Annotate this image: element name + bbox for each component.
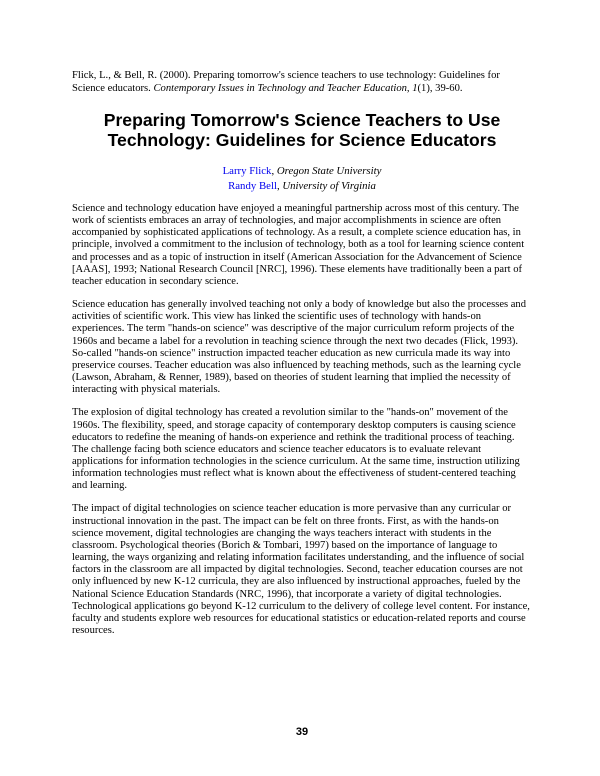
paragraph: Science and technology education have enjoyed a meaningful partnership across most of this century. The work of scientists embraces an array of technologies, and major accomplishments in science are often accompanied by sophisticated applications of technology. As a result, a complete science education has, in principle, involved a commitment to the inclusion of technology, both as a tool for learning science content and processes and as a topic of instruction in itself (American Association for the Advancement of Science [AAAS], 1993; National Research Council [NRC], 1996). These elements have traditionally been a part of teacher education in secondary science. <box>72 203 525 287</box>
citation-text: Flick, L., & Bell, R. (2000). Preparing tomorrow's science teachers to use technology: Guidelines for Science educators. <box>72 70 500 95</box>
author-affiliation: Oregon State University <box>276 165 382 177</box>
paragraph: Science education has generally involved teaching not only a body of knowledge but also the processes and activities of scientific work. This view has linked the scientific uses of technology with hands-on experiences. The term "hands-on science" was descriptive of the major curriculum reform projects of the 1960s and became a label for a revolution in teaching science through the next two decades (Flick, 1993). So-called "hands-on science" instruction impacted teacher education as new curricula made its way into preservice courses. Teacher education was also influenced by teaching methods, such as the learning cycle (Lawson, Abraham, & Renner, 1989), based on theories of student learning that implied the necessity of interacting with physical materials. <box>72 299 526 396</box>
body-text <box>72 203 532 648</box>
citation <box>72 69 532 95</box>
paragraph: The impact of digital technologies on science teacher education is more pervasive than any curricular or instructional innovation in the past. The impact can be felt on three fronts. First, as with the hands-on science movement, digital technologies are changing the ways teachers interact with students in the classroom. Psychological theories (Borich & Tombari, 1997) based on the importance of language to learning, the ways organizing and relating information facilitates understanding, and the influence of social factors in the classroom are all impacted by digital technologies. Second, teacher education courses are not only influenced by new K-12 curricula, they are also influenced by instructional approaches, fueled by the National Science Education Standards (NRC, 1996), that incorporate a variety of digital technologies. Technological applications go beyond K-12 curriculum to the delivery of college level content. For instance, faculty and students explore web resources for educational statistics or education-related reports and course resources. <box>72 503 530 636</box>
author-line: Randy Bell, University of Virginia <box>228 179 376 192</box>
paper-title: Preparing Tomorrow's Science Teachers to Use Technology: Guidelines for Science Educators <box>103 110 501 150</box>
page-number: 39 <box>295 726 309 738</box>
author-affiliation: University of Virginia <box>282 179 376 192</box>
citation-journal: Contemporary Issues in Technology and Teacher Education, 1 <box>153 83 418 95</box>
author-link[interactable]: Randy Bell <box>228 179 277 192</box>
author-list <box>72 164 532 193</box>
paragraph: The explosion of digital technology has created a revolution similar to the "hands-on" movement of the 1960s. The flexibility, speed, and storage capacity of contemporary desktop computers is causing science educators to redefine the meaning of hands-on experience and rethink the traditional process of teaching. The challenge facing both science educators and science teacher educators is to evaluate relevant applications for information technologies in the science curriculum. At the same time, instruction utilizing information technologies must reflect what is known about the effectiveness of student-centered teaching and learning. <box>72 407 520 492</box>
author-line: Larry Flick, Oregon State University <box>222 165 382 177</box>
author-link[interactable]: Larry Flick <box>222 165 272 177</box>
citation-issue-pages: (1), 39-60. <box>417 83 463 95</box>
